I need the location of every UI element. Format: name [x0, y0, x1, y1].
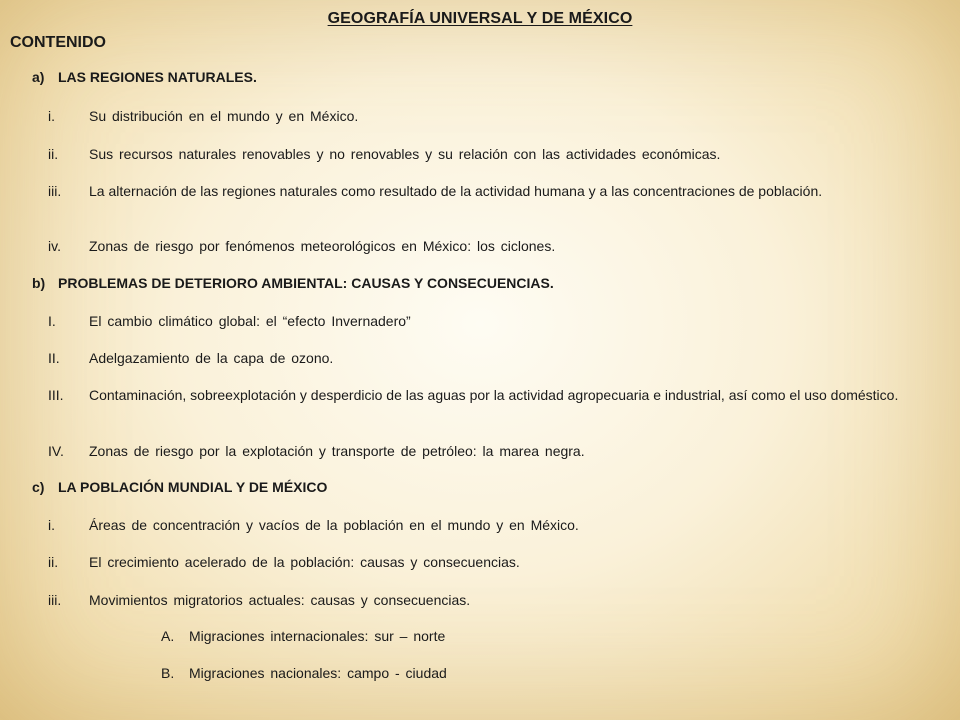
item-marker: II. [48, 350, 60, 366]
section-marker: b) [32, 275, 46, 291]
item-marker: I. [48, 313, 56, 329]
sub-item-marker: B. [161, 665, 175, 681]
item-text: Contaminación, sobreexplotación y desperdicio de las aguas por la actividad agropecuaria e industrial, así como el uso doméstico. [89, 387, 899, 403]
list-item-c-3 [48, 591, 950, 609]
item-text: El cambio climático global: el “efecto Invernadero” [89, 313, 411, 329]
item-marker: ii. [48, 554, 59, 570]
item-text: Zonas de riesgo por la explotación y transporte de petróleo: la marea negra. [89, 443, 585, 459]
list-item-c-2 [48, 553, 950, 571]
item-text: Movimientos migratorios actuales: causas y consecuencias. [89, 592, 471, 608]
section-marker: c) [32, 479, 45, 495]
slide-subtitle: CONTENIDO [10, 34, 106, 51]
sub-item-c-B [161, 665, 447, 681]
section-heading-c [32, 479, 327, 495]
section-heading-text: LAS REGIONES NATURALES. [58, 69, 257, 85]
item-marker: i. [48, 517, 55, 533]
section-heading-text: PROBLEMAS DE DETERIORO AMBIENTAL: CAUSAS Y CONSECUENCIAS. [58, 275, 554, 291]
section-heading-b [32, 275, 554, 291]
list-item-b-1 [48, 312, 950, 330]
list-item-a-2 [48, 145, 950, 163]
section-marker: a) [32, 69, 45, 85]
item-marker: III. [48, 387, 64, 403]
sub-item-c-A [161, 628, 445, 644]
item-text: Sus recursos naturales renovables y no renovables y su relación con las actividades económicas. [89, 146, 721, 162]
item-marker: iii. [48, 183, 62, 199]
list-item-b-4 [48, 442, 950, 460]
list-item-c-1 [48, 516, 950, 534]
sub-item-text: Migraciones nacionales: campo - ciudad [189, 665, 447, 681]
section-heading-text: LA POBLACIÓN MUNDIAL Y DE MÉXICO [58, 479, 328, 495]
list-item-a-1 [48, 107, 950, 125]
item-marker: iv. [48, 238, 61, 254]
item-text: Su distribución en el mundo y en México. [89, 108, 359, 124]
item-text: El crecimiento acelerado de la población: causas y consecuencias. [89, 554, 520, 570]
slide-title: GEOGRAFÍA UNIVERSAL Y DE MÉXICO [327, 10, 633, 27]
item-text: Áreas de concentración y vacíos de la población en el mundo y en México. [89, 517, 579, 533]
item-marker: iii. [48, 592, 62, 608]
list-item-a-3 [48, 182, 950, 200]
sub-item-marker: A. [161, 628, 175, 644]
item-text: Adelgazamiento de la capa de ozono. [89, 350, 334, 366]
section-heading-a [32, 69, 257, 85]
item-marker: i. [48, 108, 55, 124]
item-marker: ii. [48, 146, 59, 162]
list-item-b-3 [48, 386, 950, 404]
list-item-a-4 [48, 237, 950, 255]
item-text: Zonas de riesgo por fenómenos meteorológicos en México: los ciclones. [89, 238, 556, 254]
sub-item-text: Migraciones internacionales: sur – norte [189, 628, 446, 644]
item-marker: IV. [48, 443, 64, 459]
list-item-b-2 [48, 349, 950, 367]
item-text: La alternación de las regiones naturales como resultado de la actividad humana y a las concentraciones de población. [89, 183, 823, 199]
